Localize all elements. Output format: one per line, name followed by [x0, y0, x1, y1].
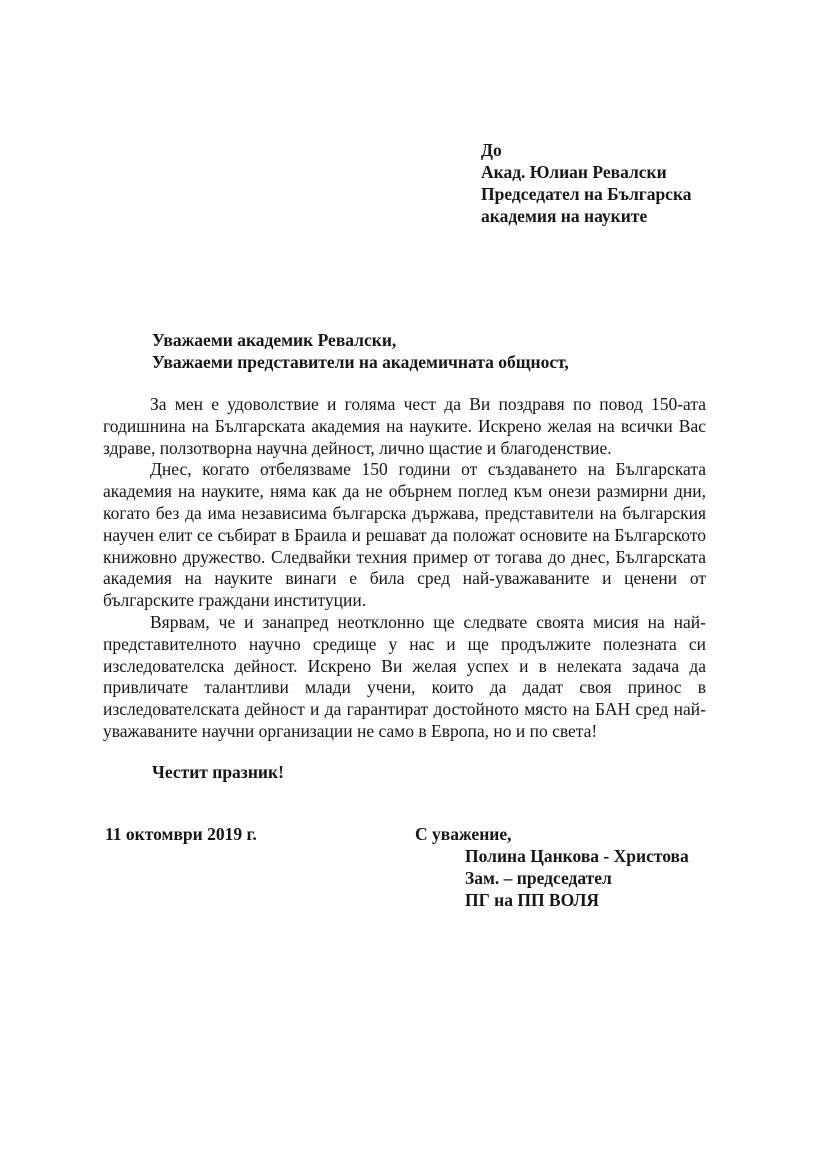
body-paragraph-3: Вярвам, че и занапред неотклонно ще следвате своята мисия на най-представителното научно средище у нас и ще продължите полезната си изследователска дейност. Искрено Ви желая успех и в нелеката задача да привличате талантливи млади учени, които да дадат своя принос в изследователската дейност и да гарантират достойното място на БАН сред най-уважаваните научни организации не само в Европа, но и по света! [103, 611, 706, 741]
body-paragraph-1: За мен е удоволствие и голяма чест да Ви поздравя по повод 150-ата годишнина на Българската академия на науките. Искрено желая на всички Вас здраве, ползотворна научна дейност, лично щастие и благоденствие. [103, 394, 706, 458]
body-paragraph-2: Днес, когато отбелязваме 150 години от създаването на Българската академия на науките, няма как да не обърнем поглед към онези размирни дни, когато без да има независима българска държава, представители на българския научен елит се събират в Браила и решават да положат основите на Българското книжовно дружество. Следвайки техния пример от тогава до днес, Българската академия на науките винаги е била сред най-уважаваните и ценени от българските граждани институции. [103, 459, 706, 611]
salutation-line-1: Уважаеми академик Ревалски, [152, 330, 397, 350]
greeting: Честит празник! [152, 762, 284, 782]
letter-body [103, 394, 706, 743]
addressee-organization: академия на науките [481, 206, 648, 226]
addressee-to: До [481, 140, 502, 160]
addressee-block [481, 139, 692, 227]
letter-date: 11 октомври 2019 г. [105, 824, 257, 844]
signatory-name: Полина Цанкова - Христова [465, 846, 689, 866]
signatory-position: Зам. – председател [465, 868, 612, 888]
addressee-name: Акад. Юлиан Ревалски [481, 162, 667, 182]
addressee-title: Председател на Българска [481, 184, 692, 204]
signatory-group: ПГ на ПП ВОЛЯ [465, 890, 600, 910]
salutation-line-2: Уважаеми представители на академичната общност, [152, 352, 569, 372]
signature-block [465, 845, 689, 911]
salutation-block [152, 329, 569, 373]
closing-phrase: С уважение, [415, 824, 512, 844]
